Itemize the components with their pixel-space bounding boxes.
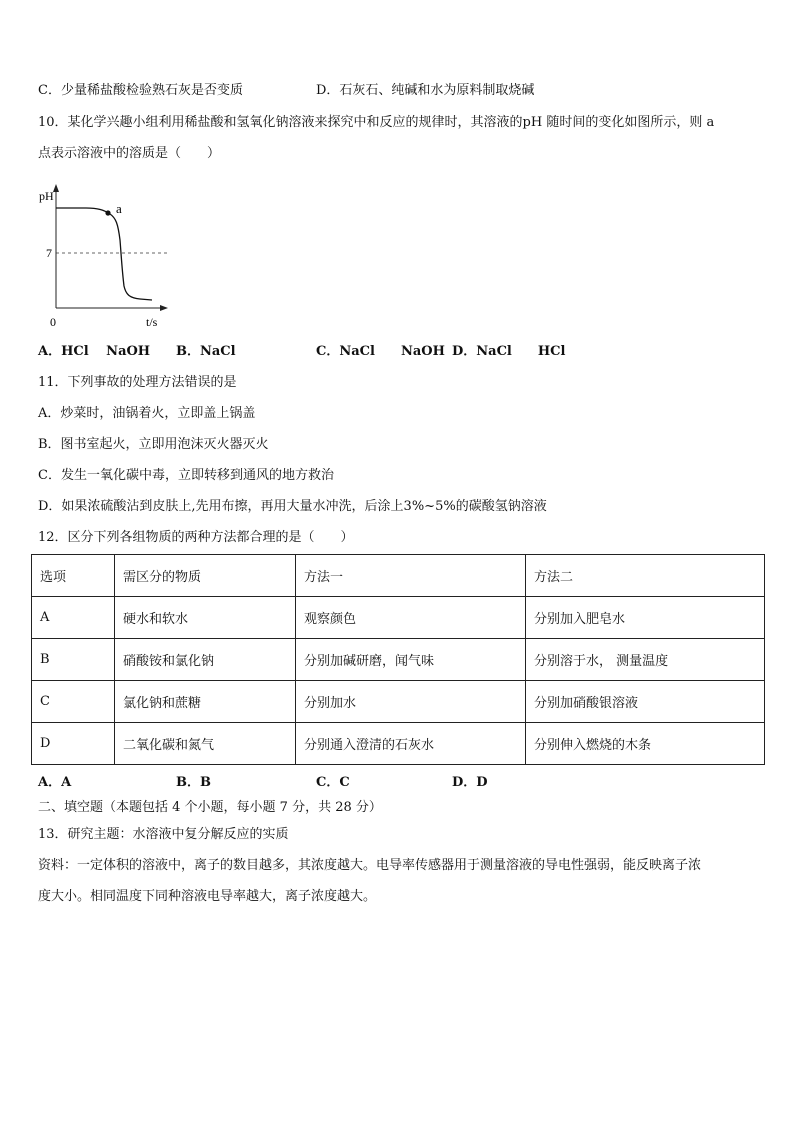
section-heading: 二、填空题（本题包括 4 个小题，每小题 7 分，共 28 分） <box>38 800 382 815</box>
x-axis-arrow <box>160 305 168 311</box>
table-cell: 硝酸铵和氯化钠 <box>115 639 296 681</box>
q10-option-a: A．HCl NaOH <box>38 344 151 359</box>
q11-option-a: A．炒菜时，油锅着火，立即盖上锅盖 <box>38 406 256 421</box>
y-axis-arrow <box>53 184 59 192</box>
q12-option-a: A．A <box>38 775 72 790</box>
q10-stem-line2: 点表示溶液中的溶质是（ ） <box>38 146 221 161</box>
q12-option-b: B．B <box>176 775 211 790</box>
table-cell: D <box>32 723 115 765</box>
table-cell: 二氧化碳和氮气 <box>115 723 296 765</box>
table-row <box>32 681 765 723</box>
header-cell: 方法二 <box>526 555 765 597</box>
table-row <box>32 639 765 681</box>
ph-time-graph <box>36 180 176 330</box>
table-cell: 分别加碱研磨，闻气味 <box>296 639 526 681</box>
table-row <box>32 723 765 765</box>
q12-table <box>31 554 765 765</box>
table-cell: 分别加硝酸银溶液 <box>526 681 765 723</box>
header-cell: 选项 <box>32 555 115 597</box>
header-cell: 方法一 <box>296 555 526 597</box>
table-cell: A <box>32 597 115 639</box>
ph7-label: 7 <box>46 246 52 260</box>
table-cell: 分别加水 <box>296 681 526 723</box>
q13-material-line1: 资料：一定体积的溶液中，离子的数目越多，其浓度越大。电导率传感器用于测量溶液的导电性强弱，能反映离子浓 <box>38 858 702 873</box>
q12-stem: 12．区分下列各组物质的两种方法都合理的是（ ） <box>38 530 354 545</box>
x-axis-label: t/s <box>146 315 158 329</box>
table-cell: 分别伸入燃烧的木条 <box>526 723 765 765</box>
q11-option-c: C．发生一氧化碳中毒，立即转移到通风的地方救治 <box>38 468 334 483</box>
q10-stem-line1: 10．某化学兴趣小组利用稀盐酸和氢氧化钠溶液来探究中和反应的规律时，其溶液的pH 随时间的变化如图所示，则 a <box>38 115 715 130</box>
y-axis-label: pH <box>39 189 54 203</box>
q11-stem: 11．下列事故的处理方法错误的是 <box>38 375 237 390</box>
table-cell: 分别通入澄清的石灰水 <box>296 723 526 765</box>
point-a <box>105 210 110 215</box>
q13-material-line2: 度大小。相同温度下同种溶液电导率越大，离子浓度越大。 <box>38 889 377 904</box>
table-header-row <box>32 555 765 597</box>
table-row <box>32 597 765 639</box>
table-cell: 分别加入肥皂水 <box>526 597 765 639</box>
ph-curve <box>56 208 152 300</box>
q10-option-d: D．NaCl HCl <box>452 344 566 359</box>
q12-option-c: C．C <box>316 775 350 790</box>
q13-stem: 13．研究主题：水溶液中复分解反应的实质 <box>38 827 289 842</box>
header-cell: 需区分的物质 <box>115 555 296 597</box>
table-cell: 分别溶于水， 测量温度 <box>526 639 765 681</box>
q12-option-d: D．D <box>452 775 488 790</box>
table-cell: 观察颜色 <box>296 597 526 639</box>
q9-option-d: D．石灰石、纯碱和水为原料制取烧碱 <box>316 83 535 98</box>
q11-option-b: B．图书室起火，立即用泡沫灭火器灭火 <box>38 437 269 452</box>
table-cell: B <box>32 639 115 681</box>
q10-option-c: C．NaCl NaOH <box>316 344 445 359</box>
table-cell: C <box>32 681 115 723</box>
point-a-label: a <box>116 201 122 216</box>
q9-option-c: C．少量稀盐酸检验熟石灰是否变质 <box>38 83 243 98</box>
table-cell: 硬水和软水 <box>115 597 296 639</box>
origin-label: 0 <box>50 315 56 329</box>
q11-option-d: D．如果浓硫酸沾到皮肤上,先用布擦，再用大量水冲洗，后涂上3%~5%的碳酸氢钠溶液 <box>38 499 547 514</box>
table-cell: 氯化钠和蔗糖 <box>115 681 296 723</box>
q10-option-b: B．NaCl <box>176 344 236 359</box>
